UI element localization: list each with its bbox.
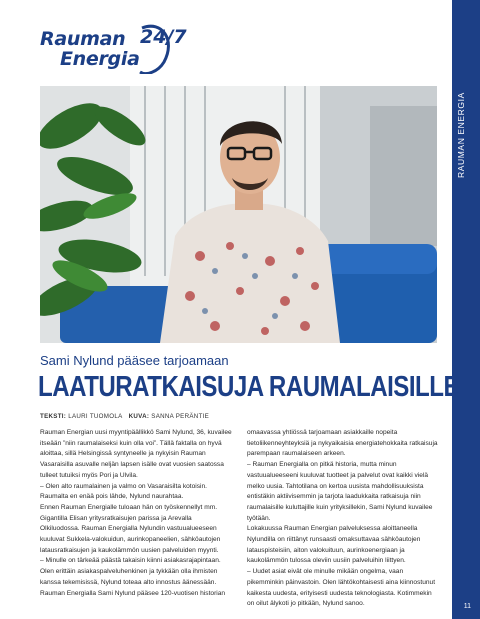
paragraph: – Olen alto raumalainen ja valmo on Vasaraisilta kotoisin. Raumalta en enää pois lähde, Nylund naurahtaa. bbox=[40, 482, 208, 501]
article-headline: LAATURATKAISUJA RAUMALAISILLE bbox=[38, 371, 460, 403]
article-column-2 bbox=[247, 428, 440, 610]
article-column-1 bbox=[40, 428, 233, 599]
page-number: 11 bbox=[463, 603, 471, 610]
paragraph: – Rauman Energialla on pitkä historia, mutta minun vastuualueeseeni kuuluvat tuotteet ja palvelut ovat kaikki vielä melko uusia. Tahtotilana on kertoa uusista mahdollisuuksista entistäkin aktiivisemmin ja tarjota laadukkaita ratkaisuja niin raumalaisille kuluttajille kuin yrityksillekin, Sami Nylund kuvailee työtään. bbox=[247, 461, 433, 522]
logo-text-rauman: Rauman bbox=[40, 28, 126, 50]
article-kicker: Sami Nylund pääsee tarjoamaan bbox=[40, 353, 229, 368]
rauman-energia-logo bbox=[40, 20, 187, 78]
credit-photo-label: KUVA: bbox=[128, 413, 150, 420]
side-tab bbox=[452, 0, 480, 619]
paragraph: – Minulle on tärkeää päästä takaisin kiinni asiakasrajapintaan. Olen erittäin asiakaspalveluhenkinen ja tykkään olla ihmisten kanssa tekemisissä, Nylund toteaa alto innostus äänessään. bbox=[40, 557, 221, 586]
photo-portrait-icon bbox=[40, 86, 437, 343]
credit-text-label: TEKSTI: bbox=[40, 413, 67, 420]
credit-photo-author: SANNA PERÄNTIE bbox=[151, 413, 210, 420]
credit-text-author: LAURI TUOMOLA bbox=[68, 413, 123, 420]
logo-text-energia: Energia bbox=[60, 48, 140, 70]
side-tab-label: RAUMAN ENERGIA bbox=[456, 92, 466, 178]
article-credits bbox=[40, 413, 209, 420]
logo-text-247: 24/7 bbox=[140, 26, 187, 48]
paragraph: Rauman Energian uusi myyntipäällikkö Sami Nylund, 36, kuvailee itseään ”niin raumalaiseksi kuin olla voi”. Tällä faktalla on hyvä aloittaa, sillä Helsingissä syntyneelle ja nykyisin Rauman Vasaraisilla asuvalle neljän lapsen isälle ovat vuosien saatossa tulleet tutuiksi myös Pori ja Ulvila. bbox=[40, 429, 232, 479]
paragraph: omaavassa yhtiössä tarjoamaan asiakkaille nopeita tietoliikenneyhteyksiä ja nykyaikaisia energiatehokkaita ratkaisuja parempaan raumalaiseen arkeen. bbox=[247, 429, 438, 458]
portrait-photo bbox=[40, 86, 437, 343]
paragraph: Ennen Rauman Energialle tuloaan hän on työskennellyt mm. Gigantilla Elisan yritysratkaisujen parissa ja Arevalla Olkiluodossa. Rauman Energialla Nylundin vastuualueeseen kuuluvat Sukkela-valokuidun, aurinkopaneelien, sähköautojen latausratkaisujen ja kaukolämmön uusien palveluiden myynti. bbox=[40, 503, 221, 554]
paragraph: Lokakuussa Rauman Energian palveluksessa aloittaneella Nylundilla on riittänyt runsaasti omaksuttavaa sähköautojen latauspisteisiin, aiton valokuituun, aurinkoenergiaan ja kaukolämmön tulossa oleviin uusiin palveluihin liittyen. bbox=[247, 525, 421, 565]
paragraph: Rauman Energialla Sami Nylund pääsee 120-vuotisen historian bbox=[40, 589, 226, 597]
paragraph: – Uudet asiat eivät ole minulle mikään ongelma, vaan pikemminkin päinvastoin. Olen lähtökohtaisesti aina kiinnostunut kaikesta uudesta, erityisesti uudesta teknologiasta. Kotimmekin on oilut älykoti jo pitkään, Nylund sanoo. bbox=[247, 568, 436, 608]
